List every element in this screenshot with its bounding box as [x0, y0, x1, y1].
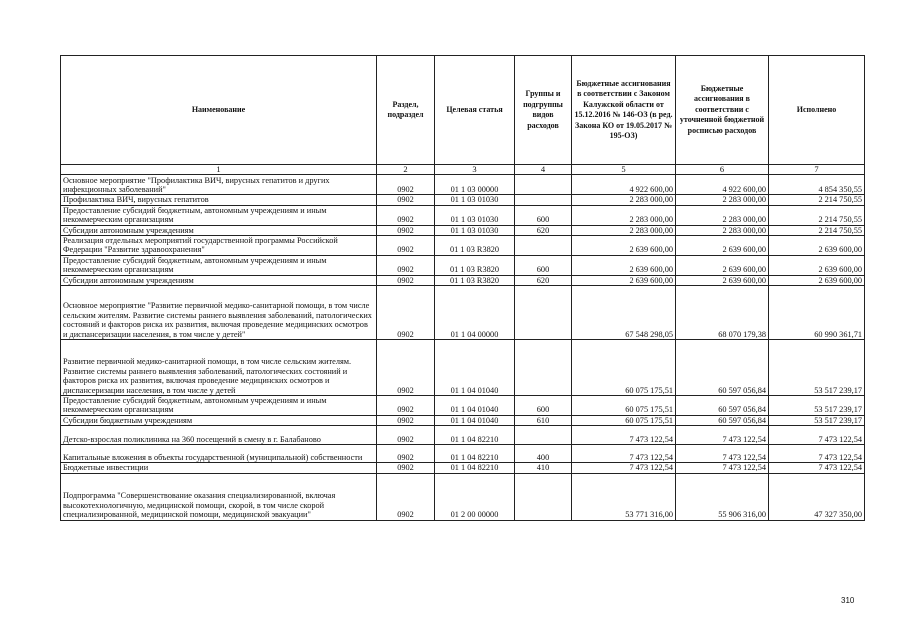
- header-name: Наименование: [61, 56, 377, 165]
- table-cell-name: Развитие первичной медико-санитарной помощи, в том числе сельским жителям. Развитие системы раннего выявления заболеваний, патологических состояний и факторов риска их развития, включая проведение медицинских осмотров и диспансеризации населения, в том числе у детей: [61, 340, 377, 396]
- header-row: [61, 56, 865, 165]
- table-row: [61, 426, 865, 445]
- table-cell-executed: 2 214 750,55: [769, 225, 865, 235]
- table-cell-name: Реализация отдельных мероприятий государственной программы Российской Федерации "Развитие здравоохранения": [61, 236, 377, 256]
- table-cell-refined: 68 070 179,38: [676, 286, 769, 340]
- table-cell-refined: 2 283 000,00: [676, 225, 769, 235]
- table-cell-executed: 2 639 600,00: [769, 236, 865, 256]
- table-row: [61, 205, 865, 225]
- column-number: 1: [61, 165, 377, 175]
- table-cell-refined: 55 906 316,00: [676, 473, 769, 520]
- table-cell-name: Профилактика ВИЧ, вирусных гепатитов: [61, 195, 377, 205]
- table-cell-executed: 2 639 600,00: [769, 255, 865, 275]
- table-cell-section: 0902: [377, 445, 435, 463]
- table-cell-executed: 47 327 350,00: [769, 473, 865, 520]
- table-cell-name: Капитальные вложения в объекты государственной (муниципальной) собственности: [61, 445, 377, 463]
- table-cell-refined: 2 639 600,00: [676, 255, 769, 275]
- table-cell-group: 400: [515, 445, 572, 463]
- table-cell-section: 0902: [377, 415, 435, 425]
- column-number: 3: [435, 165, 515, 175]
- table-row: [61, 415, 865, 425]
- table-cell-executed: 53 517 239,17: [769, 415, 865, 425]
- table-cell-name: Субсидии автономным учреждениям: [61, 275, 377, 285]
- table-cell-name: Субсидии бюджетным учреждениям: [61, 415, 377, 425]
- table-cell-executed: 2 214 750,55: [769, 205, 865, 225]
- column-number: 5: [572, 165, 676, 175]
- table-row: [61, 225, 865, 235]
- table-row: [61, 175, 865, 195]
- table-cell-executed: 2 214 750,55: [769, 195, 865, 205]
- table-cell-group: [515, 236, 572, 256]
- table-row: [61, 463, 865, 473]
- table-cell-executed: 53 517 239,17: [769, 396, 865, 416]
- header-expense-group: Группы и подгруппы видов расходов: [515, 56, 572, 165]
- table-cell-section: 0902: [377, 236, 435, 256]
- table-cell-article: 01 1 03 R3820: [435, 255, 515, 275]
- table-cell-refined: 2 283 000,00: [676, 195, 769, 205]
- table-cell-section: 0902: [377, 225, 435, 235]
- table-cell-article: 01 1 04 01040: [435, 396, 515, 416]
- table-cell-article: 01 1 04 00000: [435, 286, 515, 340]
- table-cell-group: 600: [515, 205, 572, 225]
- table-row: [61, 286, 865, 340]
- page-number: 310: [841, 596, 855, 605]
- table-cell-section: 0902: [377, 463, 435, 473]
- table-cell-article: 01 1 04 82210: [435, 463, 515, 473]
- table-cell-executed: 7 473 122,54: [769, 445, 865, 463]
- table-cell-refined: 60 597 056,84: [676, 396, 769, 416]
- table-row: [61, 236, 865, 256]
- table-cell-name: Предоставление субсидий бюджетным, автономным учреждениям и иным некоммерческим организациям: [61, 396, 377, 416]
- table-cell-article: 01 1 04 01040: [435, 415, 515, 425]
- table-cell-refined: 7 473 122,54: [676, 426, 769, 445]
- table-cell-refined: 60 597 056,84: [676, 415, 769, 425]
- header-section: Раздел, подраздел: [377, 56, 435, 165]
- table-cell-article: 01 1 04 01040: [435, 340, 515, 396]
- table-cell-group: 600: [515, 255, 572, 275]
- table-row: [61, 275, 865, 285]
- table-cell-refined: 60 597 056,84: [676, 340, 769, 396]
- table-cell-law: 60 075 175,51: [572, 396, 676, 416]
- table-cell-group: 610: [515, 415, 572, 425]
- table-cell-article: 01 1 03 01030: [435, 205, 515, 225]
- table-cell-section: 0902: [377, 195, 435, 205]
- table-cell-law: 7 473 122,54: [572, 445, 676, 463]
- column-number-row: [61, 165, 865, 175]
- table-cell-article: 01 1 03 01030: [435, 195, 515, 205]
- table-cell-law: 60 075 175,51: [572, 340, 676, 396]
- table-cell-group: [515, 195, 572, 205]
- table-cell-refined: 7 473 122,54: [676, 445, 769, 463]
- table-body: [61, 175, 865, 520]
- table-cell-section: 0902: [377, 396, 435, 416]
- table-cell-section: 0902: [377, 340, 435, 396]
- table-cell-section: 0902: [377, 255, 435, 275]
- column-number: 7: [769, 165, 865, 175]
- table-cell-name: Бюджетные инвестиции: [61, 463, 377, 473]
- header-executed: Исполнено: [769, 56, 865, 165]
- table-cell-executed: 60 990 361,71: [769, 286, 865, 340]
- table-cell-article: 01 2 00 00000: [435, 473, 515, 520]
- table-cell-refined: 4 922 600,00: [676, 175, 769, 195]
- column-number: 4: [515, 165, 572, 175]
- table-cell-name: Основное мероприятие "Профилактика ВИЧ, вирусных гепатитов и других инфекционных заболеваний": [61, 175, 377, 195]
- table-cell-group: [515, 340, 572, 396]
- table-cell-section: 0902: [377, 426, 435, 445]
- table-cell-section: 0902: [377, 473, 435, 520]
- table-cell-executed: 53 517 239,17: [769, 340, 865, 396]
- table-cell-group: 620: [515, 275, 572, 285]
- table-cell-refined: 2 283 000,00: [676, 205, 769, 225]
- table-row: [61, 445, 865, 463]
- table-cell-group: [515, 175, 572, 195]
- budget-table-container: [60, 55, 864, 580]
- table-cell-section: 0902: [377, 175, 435, 195]
- table-cell-name: Детско-взрослая поликлиника на 360 посещений в смену в г. Балабаново: [61, 426, 377, 445]
- table-row: [61, 195, 865, 205]
- table-cell-law: 2 639 600,00: [572, 255, 676, 275]
- table-cell-law: 4 922 600,00: [572, 175, 676, 195]
- table-cell-law: 2 283 000,00: [572, 205, 676, 225]
- table-cell-section: 0902: [377, 275, 435, 285]
- header-target-article: Целевая статья: [435, 56, 515, 165]
- table-cell-name: Субсидии автономным учреждениям: [61, 225, 377, 235]
- table-cell-executed: 2 639 600,00: [769, 275, 865, 285]
- table-cell-group: 600: [515, 396, 572, 416]
- table-cell-name: Подпрограмма "Совершенствование оказания специализированной, включая высокотехнологичную, медицинской помощи, скорой, в том числе скорой специализированной, медицинской помощи, медицинской эвакуации": [61, 473, 377, 520]
- table-cell-name: Предоставление субсидий бюджетным, автономным учреждениям и иным некоммерческим организациям: [61, 255, 377, 275]
- header-refined-allocation: Бюджетные ассигнования в соответствии с уточненной бюджетной росписью расходов: [676, 56, 769, 165]
- table-cell-article: 01 1 03 R3820: [435, 236, 515, 256]
- table-cell-section: 0902: [377, 286, 435, 340]
- table-cell-law: 2 639 600,00: [572, 275, 676, 285]
- table-cell-law: 53 771 316,00: [572, 473, 676, 520]
- budget-table: [60, 55, 865, 521]
- table-cell-article: 01 1 04 82210: [435, 426, 515, 445]
- table-cell-refined: 2 639 600,00: [676, 275, 769, 285]
- table-cell-executed: 7 473 122,54: [769, 463, 865, 473]
- table-cell-article: 01 1 03 00000: [435, 175, 515, 195]
- table-row: [61, 340, 865, 396]
- table-cell-executed: 4 854 350,55: [769, 175, 865, 195]
- table-cell-article: 01 1 03 R3820: [435, 275, 515, 285]
- column-number: 6: [676, 165, 769, 175]
- table-cell-group: [515, 473, 572, 520]
- table-cell-name: Предоставление субсидий бюджетным, автономным учреждениям и иным некоммерческим организациям: [61, 205, 377, 225]
- table-cell-article: 01 1 04 82210: [435, 445, 515, 463]
- table-row: [61, 473, 865, 520]
- table-row: [61, 255, 865, 275]
- table-cell-law: 2 283 000,00: [572, 195, 676, 205]
- table-cell-group: [515, 426, 572, 445]
- table-cell-name: Основное мероприятие "Развитие первичной медико-санитарной помощи, в том числе сельским жителям. Развитие системы раннего выявления заболеваний, патологических состояний и факторов риска их развития, включая проведение медицинских осмотров и диспансеризации населения, в том числе у детей": [61, 286, 377, 340]
- table-row: [61, 396, 865, 416]
- table-cell-refined: 7 473 122,54: [676, 463, 769, 473]
- column-number: 2: [377, 165, 435, 175]
- table-cell-law: 2 283 000,00: [572, 225, 676, 235]
- table-cell-executed: 7 473 122,54: [769, 426, 865, 445]
- table-cell-law: 60 075 175,51: [572, 415, 676, 425]
- table-cell-law: 67 548 298,05: [572, 286, 676, 340]
- table-cell-group: 410: [515, 463, 572, 473]
- header-law-allocation: Бюджетные ассигнования в соответствии с Законом Калужской области от 15.12.2016 № 146-ОЗ (в ред. Закона КО от 19.05.2017 № 195-ОЗ): [572, 56, 676, 165]
- table-cell-law: 2 639 600,00: [572, 236, 676, 256]
- table-cell-law: 7 473 122,54: [572, 426, 676, 445]
- table-cell-group: [515, 286, 572, 340]
- table-cell-group: 620: [515, 225, 572, 235]
- table-cell-section: 0902: [377, 205, 435, 225]
- table-cell-article: 01 1 03 01030: [435, 225, 515, 235]
- table-cell-law: 7 473 122,54: [572, 463, 676, 473]
- table-cell-refined: 2 639 600,00: [676, 236, 769, 256]
